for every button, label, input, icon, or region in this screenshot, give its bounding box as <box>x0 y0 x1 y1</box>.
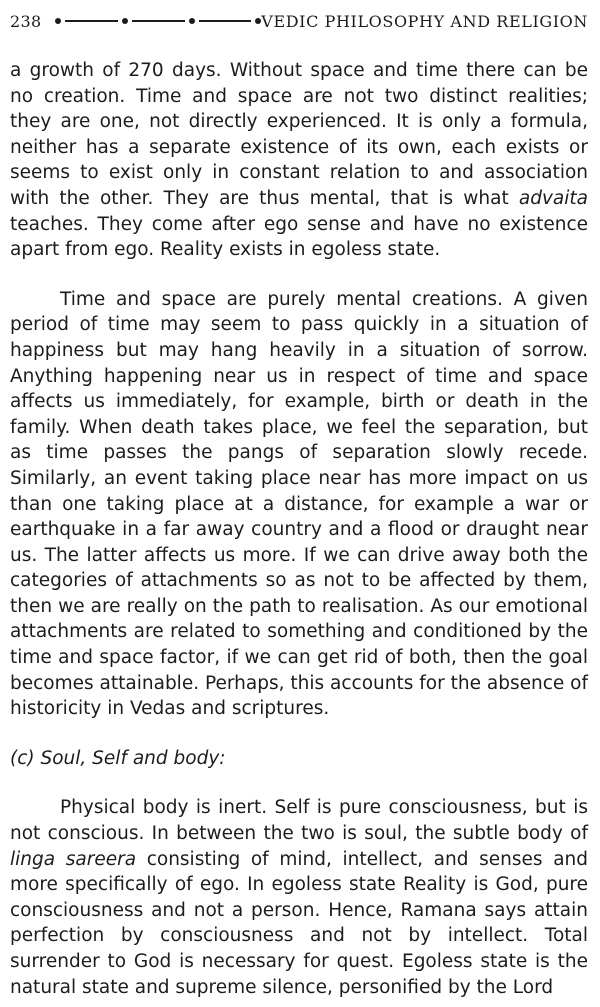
paragraph: Time and space are purely mental creations. A given period of time may seem to pass quickly in a situation of happiness but may hang heavily in a situation of sorrow. Anything happening near us in respect of time and space affects us immediately, for example, birth or death in the family. When death takes place, we feel the separation, but as time passes the pangs of separation slowly recede. Similarly, an event taking place near has more impact on us than one taking place at a distance, for example a war or earthquake in a far away country and a flood or draught near us. The latter affects us more. If we can drive away both the categories of attachments so as not to be affected by them, then we are really on the path to realisation. As our emotional attachments are related to something and conditioned by the time and space factor, if we can get rid of both, then the goal becomes attainable. Perhaps, this accounts for the absence of historicity in Vedas and scriptures. <box>10 288 588 720</box>
running-head <box>10 8 588 34</box>
paragraph <box>10 795 588 1000</box>
paragraph-text: consisting of mind, intellect, and senses and more specifically of ego. In egoless state Reality is God, pure consciousness and not a person. Hence, Ramana says attain perfection by consciousness and not by intellect. Total surrender to God is necessary for quest. Egoless state is the natural state and supreme silence, personified by the Lord <box>10 848 588 998</box>
running-title: VEDIC PHILOSOPHY AND RELIGION <box>261 11 588 31</box>
ornament-line <box>132 20 185 22</box>
paragraph-continued <box>10 58 588 263</box>
ornament-line <box>199 20 252 22</box>
ornament-line <box>65 20 118 22</box>
section-heading: (c) Soul, Self and body: <box>10 747 226 769</box>
ornament-rule <box>55 18 261 24</box>
ornament-dot <box>189 18 195 24</box>
paragraph-text: Physical body is inert. Self is pure consciousness, but is not conscious. In between the two is soul, the subtle body of <box>10 797 588 845</box>
italic-term: advaita <box>518 187 588 209</box>
page-number: 238 <box>10 11 42 31</box>
ornament-dot <box>122 18 128 24</box>
paragraph-text: a growth of 270 days. Without space and time there can be no creation. Time and space are not two distinct realities; they are one, not directly experienced. It is only a formula, neither has a separate existence of its own, each exists or seems to exist only in constant relation to and association with the other. They are thus mental, that is what <box>10 60 588 209</box>
paragraph-text: teaches. They come after ego sense and have no existence apart from ego. Reality exists in egoless state. <box>10 213 588 261</box>
italic-term: linga sareera <box>10 848 137 870</box>
body-text <box>10 58 588 1000</box>
ornament-dot <box>55 18 61 24</box>
